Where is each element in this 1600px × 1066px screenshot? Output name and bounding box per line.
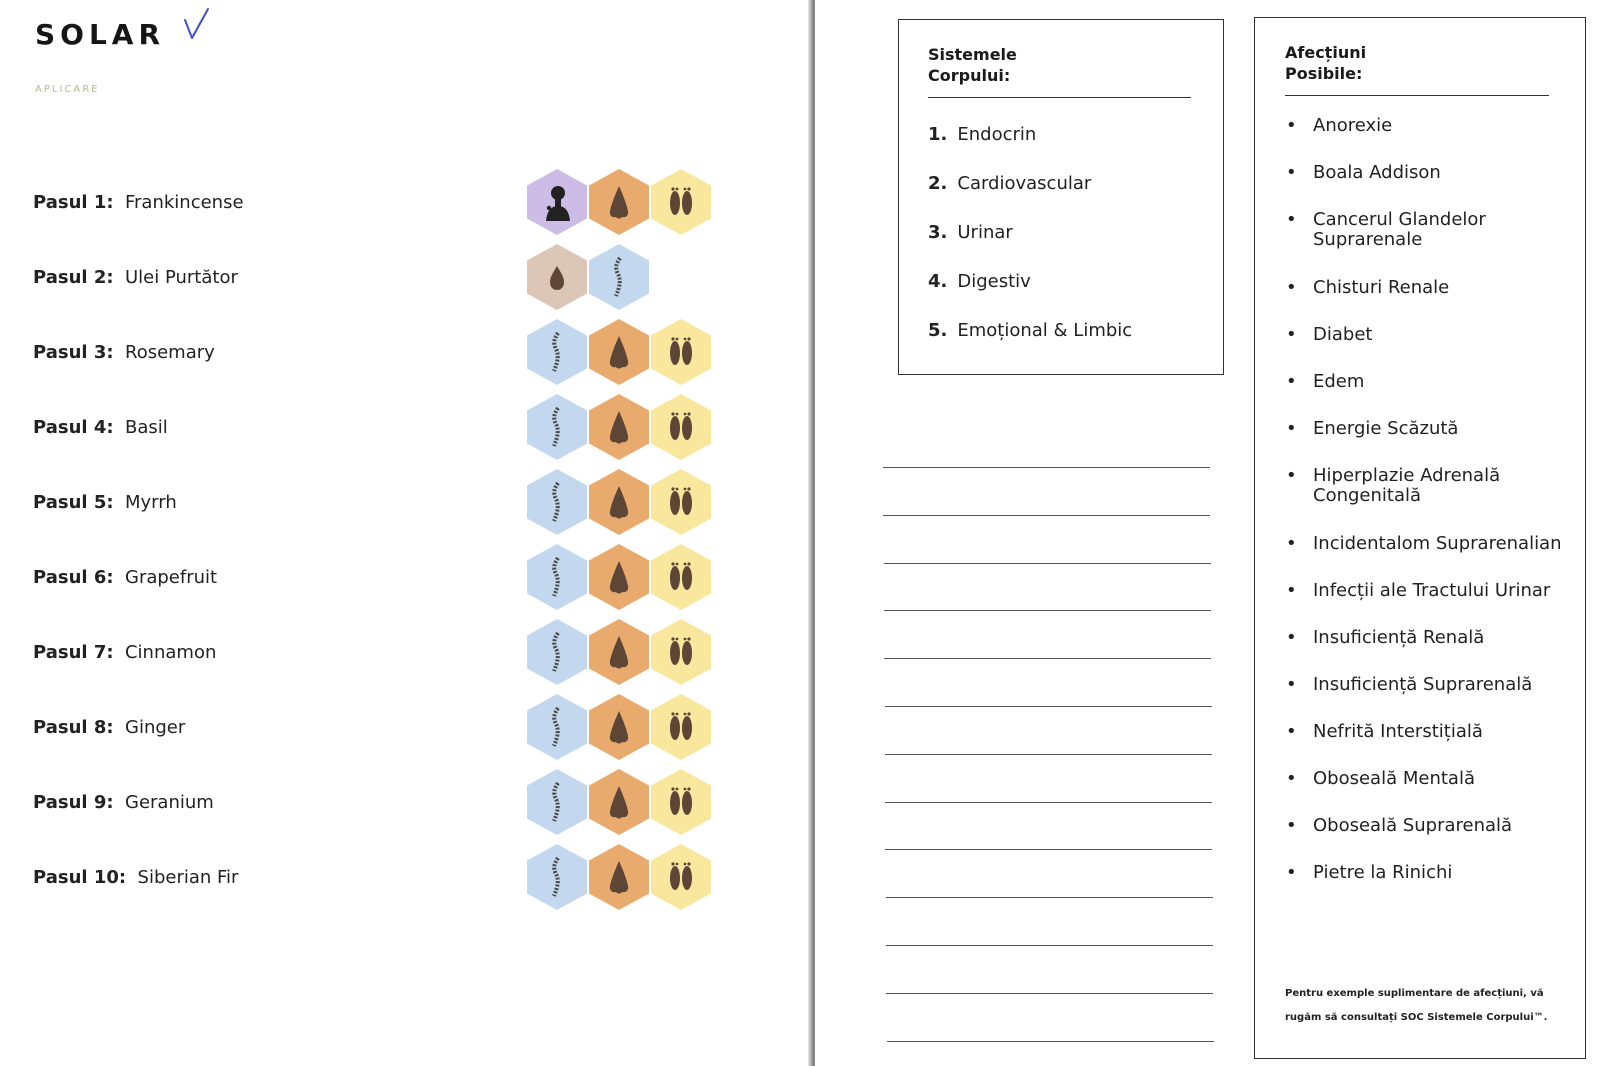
- step-number: Pasul 5:: [33, 492, 114, 513]
- feet-icon: [651, 169, 711, 235]
- step-oil-name: Rosemary: [113, 342, 215, 363]
- feet-icon: [651, 544, 711, 610]
- spine-icon: [527, 844, 587, 910]
- step-icons: [527, 769, 727, 835]
- feet-icon: [651, 619, 711, 685]
- bullet-icon: •: [1286, 465, 1297, 486]
- footnote-line2: rugăm să consultați SOC Sistemele Corpului™.: [1285, 1012, 1548, 1023]
- spine-icon: [527, 394, 587, 460]
- bullet-icon: •: [1286, 627, 1297, 648]
- step-label: [33, 192, 244, 213]
- bullet-icon: •: [1286, 371, 1297, 392]
- bullet-icon: •: [1286, 277, 1297, 298]
- step-icons: [527, 319, 727, 385]
- condition-text: Oboseală Suprarenală: [1313, 815, 1513, 836]
- notes-line: [886, 993, 1213, 994]
- conditions-title: [1285, 42, 1366, 84]
- step-icons: [527, 694, 727, 760]
- conditions-divider: [1285, 95, 1549, 96]
- step-row: [30, 632, 730, 672]
- bullet-icon: •: [1286, 324, 1297, 345]
- body-systems-box: [898, 19, 1224, 375]
- spine-icon: [527, 544, 587, 610]
- bullet-icon: •: [1286, 768, 1297, 789]
- step-oil-name: Ulei Purtător: [113, 267, 238, 288]
- body-system-item: [928, 222, 1013, 243]
- nose-icon: [589, 469, 649, 535]
- spine-icon: [527, 319, 587, 385]
- conditions-title-line2: Posibile:: [1285, 64, 1363, 83]
- nose-icon: [589, 769, 649, 835]
- head-icon: [527, 169, 587, 235]
- step-number: Pasul 4:: [33, 417, 114, 438]
- nose-icon: [589, 844, 649, 910]
- condition-text: Energie Scăzută: [1313, 418, 1459, 439]
- step-number: Pasul 9:: [33, 792, 114, 813]
- condition-item: [1286, 862, 1573, 883]
- condition-text: Hiperplazie Adrenală Congenitală: [1313, 465, 1501, 506]
- body-systems-divider: [928, 97, 1191, 98]
- condition-text: Insuficiență Suprarenală: [1313, 674, 1533, 695]
- step-oil-name: Cinnamon: [113, 642, 217, 663]
- step-oil-name: Ginger: [113, 717, 186, 738]
- bullet-icon: •: [1286, 580, 1297, 601]
- step-number: Pasul 2:: [33, 267, 114, 288]
- condition-item: [1286, 721, 1573, 742]
- nose-icon: [589, 319, 649, 385]
- notes-line: [883, 515, 1210, 516]
- body-systems-title: [928, 44, 1017, 86]
- body-systems-title-line2: Corpului:: [928, 66, 1011, 85]
- notes-line: [887, 1041, 1214, 1042]
- notes-line: [885, 706, 1212, 707]
- body-system-item: [928, 271, 1031, 292]
- step-number: Pasul 8:: [33, 717, 114, 738]
- feet-icon: [651, 694, 711, 760]
- step-label: [33, 267, 238, 288]
- body-system-number: 2.: [928, 173, 948, 194]
- nose-icon: [589, 544, 649, 610]
- feet-icon: [651, 469, 711, 535]
- step-row: [30, 557, 730, 597]
- condition-item: [1286, 324, 1573, 345]
- notes-line: [885, 849, 1212, 850]
- step-row: [30, 182, 730, 222]
- notes-line: [883, 467, 1210, 468]
- step-label: [33, 342, 215, 363]
- conditions-box: [1254, 17, 1586, 1059]
- body-system-item: [928, 173, 1091, 194]
- step-number: Pasul 6:: [33, 567, 114, 588]
- bullet-icon: •: [1286, 533, 1297, 554]
- condition-item: [1286, 371, 1573, 392]
- step-icons: [527, 544, 727, 610]
- body-system-number: 1.: [928, 124, 948, 145]
- feet-icon: [651, 844, 711, 910]
- condition-item: [1286, 533, 1573, 554]
- condition-text: Infecții ale Tractului Urinar: [1313, 580, 1551, 601]
- condition-item: [1286, 277, 1573, 298]
- condition-text: Oboseală Mentală: [1313, 768, 1475, 789]
- condition-item: [1286, 209, 1573, 250]
- condition-text: Nefrită Interstițială: [1313, 721, 1483, 742]
- step-number: Pasul 1:: [33, 192, 114, 213]
- spine-icon: [527, 769, 587, 835]
- condition-item: [1286, 162, 1573, 183]
- condition-text: Boala Addison: [1313, 162, 1441, 183]
- nose-icon: [589, 694, 649, 760]
- right-page: [815, 0, 1600, 1066]
- body-system-item: [928, 320, 1132, 341]
- body-system-item: [928, 124, 1036, 145]
- step-oil-name: Frankincense: [113, 192, 244, 213]
- step-row: [30, 707, 730, 747]
- body-system-number: 5.: [928, 320, 948, 341]
- brand-subtitle: APLICARE: [35, 84, 100, 95]
- step-row: [30, 257, 730, 297]
- condition-item: [1286, 768, 1573, 789]
- step-label: [33, 492, 177, 513]
- step-label: [33, 717, 185, 738]
- condition-text: Pietre la Rinichi: [1313, 862, 1453, 883]
- step-number: Pasul 3:: [33, 342, 114, 363]
- bullet-icon: •: [1286, 162, 1297, 183]
- step-icons: [527, 844, 727, 910]
- notes-line: [884, 610, 1211, 611]
- drop-icon: [527, 244, 587, 310]
- step-oil-name: Geranium: [113, 792, 214, 813]
- bullet-icon: •: [1286, 418, 1297, 439]
- spine-icon: [589, 244, 649, 310]
- spine-icon: [527, 619, 587, 685]
- step-icons: [527, 469, 727, 535]
- step-row: [30, 782, 730, 822]
- bullet-icon: •: [1286, 209, 1297, 230]
- bullet-icon: •: [1286, 674, 1297, 695]
- step-icons: [527, 169, 727, 235]
- notes-line: [885, 802, 1212, 803]
- condition-text: Cancerul Glandelor Suprarenale: [1313, 209, 1486, 250]
- condition-text: Incidentalom Suprarenalian: [1313, 533, 1562, 554]
- step-oil-name: Grapefruit: [113, 567, 218, 588]
- step-icons: [527, 394, 727, 460]
- brand-title: SOLAR: [35, 18, 166, 51]
- step-row: [30, 407, 730, 447]
- footnote-line1: Pentru exemple suplimentare de afecțiuni, vă: [1285, 988, 1544, 999]
- conditions-title-line1: Afecțiuni: [1285, 43, 1367, 62]
- body-system-number: 3.: [928, 222, 948, 243]
- condition-item: [1286, 465, 1573, 506]
- step-icons: [527, 619, 727, 685]
- condition-item: [1286, 627, 1573, 648]
- notes-line: [886, 897, 1213, 898]
- condition-item: [1286, 580, 1573, 601]
- brand-check-icon: [182, 6, 212, 42]
- step-label: [33, 867, 238, 888]
- step-label: [33, 792, 214, 813]
- notes-line: [884, 563, 1211, 564]
- nose-icon: [589, 169, 649, 235]
- spine-icon: [527, 694, 587, 760]
- condition-item: [1286, 418, 1573, 439]
- condition-text: Diabet: [1313, 324, 1373, 345]
- condition-item: [1286, 815, 1573, 836]
- step-number: Pasul 10:: [33, 867, 127, 888]
- step-oil-name: Siberian Fir: [126, 867, 239, 888]
- condition-item: [1286, 674, 1573, 695]
- spine-icon: [527, 469, 587, 535]
- body-system-name: Endocrin: [957, 124, 1037, 145]
- bullet-icon: •: [1286, 815, 1297, 836]
- bullet-icon: •: [1286, 115, 1297, 136]
- condition-item: [1286, 115, 1573, 136]
- body-system-name: Urinar: [957, 222, 1013, 243]
- step-label: [33, 567, 217, 588]
- notes-line: [885, 754, 1212, 755]
- conditions-footnote: [1285, 982, 1585, 1030]
- body-system-number: 4.: [928, 271, 948, 292]
- step-row: [30, 857, 730, 897]
- feet-icon: [651, 319, 711, 385]
- body-systems-title-line1: Sistemele: [928, 45, 1017, 64]
- step-oil-name: Basil: [113, 417, 168, 438]
- condition-text: Anorexie: [1313, 115, 1393, 136]
- bullet-icon: •: [1286, 721, 1297, 742]
- condition-text: Edem: [1313, 371, 1365, 392]
- condition-text: Insuficiență Renală: [1313, 627, 1485, 648]
- notes-line: [886, 945, 1213, 946]
- step-label: [33, 417, 168, 438]
- body-system-name: Cardiovascular: [957, 173, 1092, 194]
- feet-icon: [651, 769, 711, 835]
- step-number: Pasul 7:: [33, 642, 114, 663]
- condition-text: Chisturi Renale: [1313, 277, 1450, 298]
- body-system-name: Digestiv: [957, 271, 1031, 292]
- nose-icon: [589, 394, 649, 460]
- feet-icon: [651, 394, 711, 460]
- notes-line: [884, 658, 1211, 659]
- step-row: [30, 482, 730, 522]
- step-row: [30, 332, 730, 372]
- step-icons: [527, 244, 727, 310]
- body-system-name: Emoțional & Limbic: [957, 320, 1133, 341]
- nose-icon: [589, 619, 649, 685]
- bullet-icon: •: [1286, 862, 1297, 883]
- step-oil-name: Myrrh: [113, 492, 177, 513]
- step-label: [33, 642, 216, 663]
